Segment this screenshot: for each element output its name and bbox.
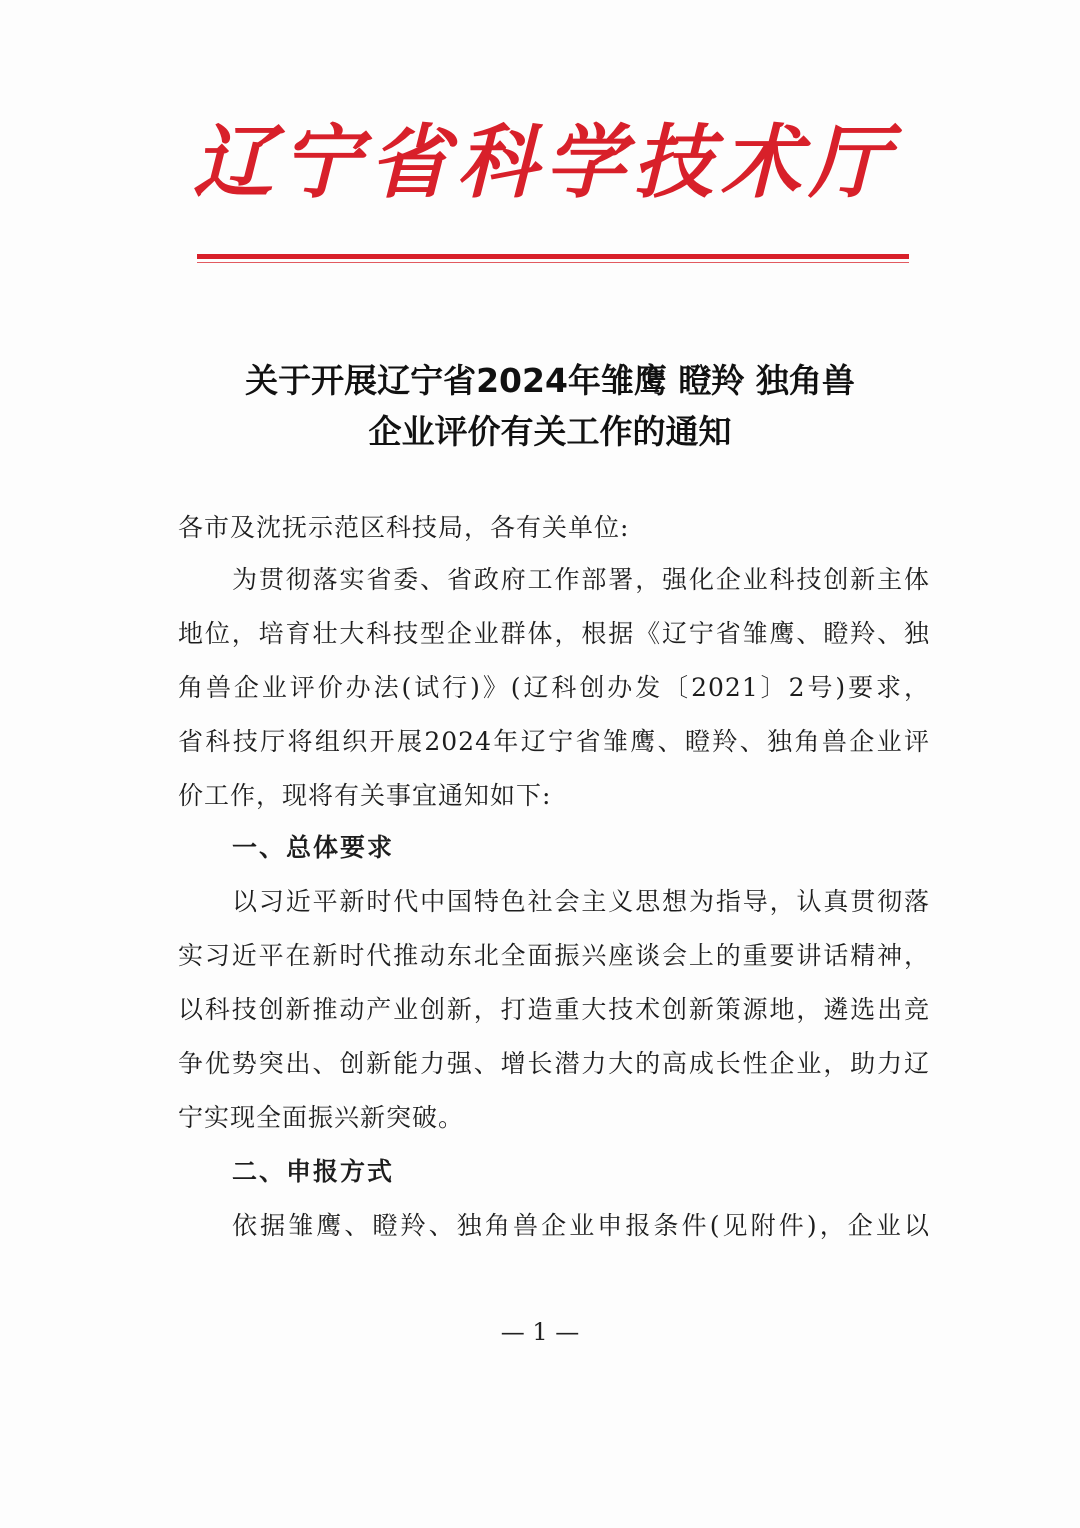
intro-line: 角兽企业评价办法(试行)》(辽科创办发〔2021〕2号)要求， (178, 673, 930, 702)
page-number: — 1 — (500, 1318, 580, 1346)
red-divider-line (197, 254, 909, 259)
document-title-line-2: 企业评价有关工作的通知 (368, 412, 732, 451)
section1-line: 争优势突出、创新能力强、增长潜力大的高成长性企业，助力辽 (178, 1049, 930, 1078)
section1-line: 以习近平新时代中国特色社会主义思想为指导，认真贯彻落 (232, 887, 930, 916)
issuer-masthead: 辽宁省科学技术厅 (193, 115, 897, 209)
section1-line: 实习近平在新时代推动东北全面振兴座谈会上的重要讲话精神， (178, 941, 930, 970)
intro-line: 地位，培育壮大科技型企业群体，根据《辽宁省雏鹰、瞪羚、独 (178, 619, 930, 648)
section-heading-general-requirements: 一、总体要求 (232, 833, 395, 862)
section2-line: 依据雏鹰、瞪羚、独角兽企业申报条件(见附件)，企业以 (232, 1211, 930, 1240)
section1-line: 以科技创新推动产业创新，打造重大技术创新策源地，遴选出竞 (178, 995, 930, 1024)
section1-line: 宁实现全面振兴新突破。 (178, 1103, 465, 1132)
red-divider-thin-line (197, 262, 909, 263)
intro-line: 价工作，现将有关事宜通知如下: (178, 781, 552, 810)
intro-line: 省科技厅将组织开展2024年辽宁省雏鹰、瞪羚、独角兽企业评 (178, 727, 930, 756)
document-title-line-1: 关于开展辽宁省2024年雏鹰 瞪羚 独角兽 (245, 361, 855, 400)
salutation: 各市及沈抚示范区科技局，各有关单位: (178, 513, 630, 542)
intro-line: 为贯彻落实省委、省政府工作部署，强化企业科技创新主体 (232, 565, 930, 594)
section-heading-application-method: 二、申报方式 (232, 1157, 395, 1186)
